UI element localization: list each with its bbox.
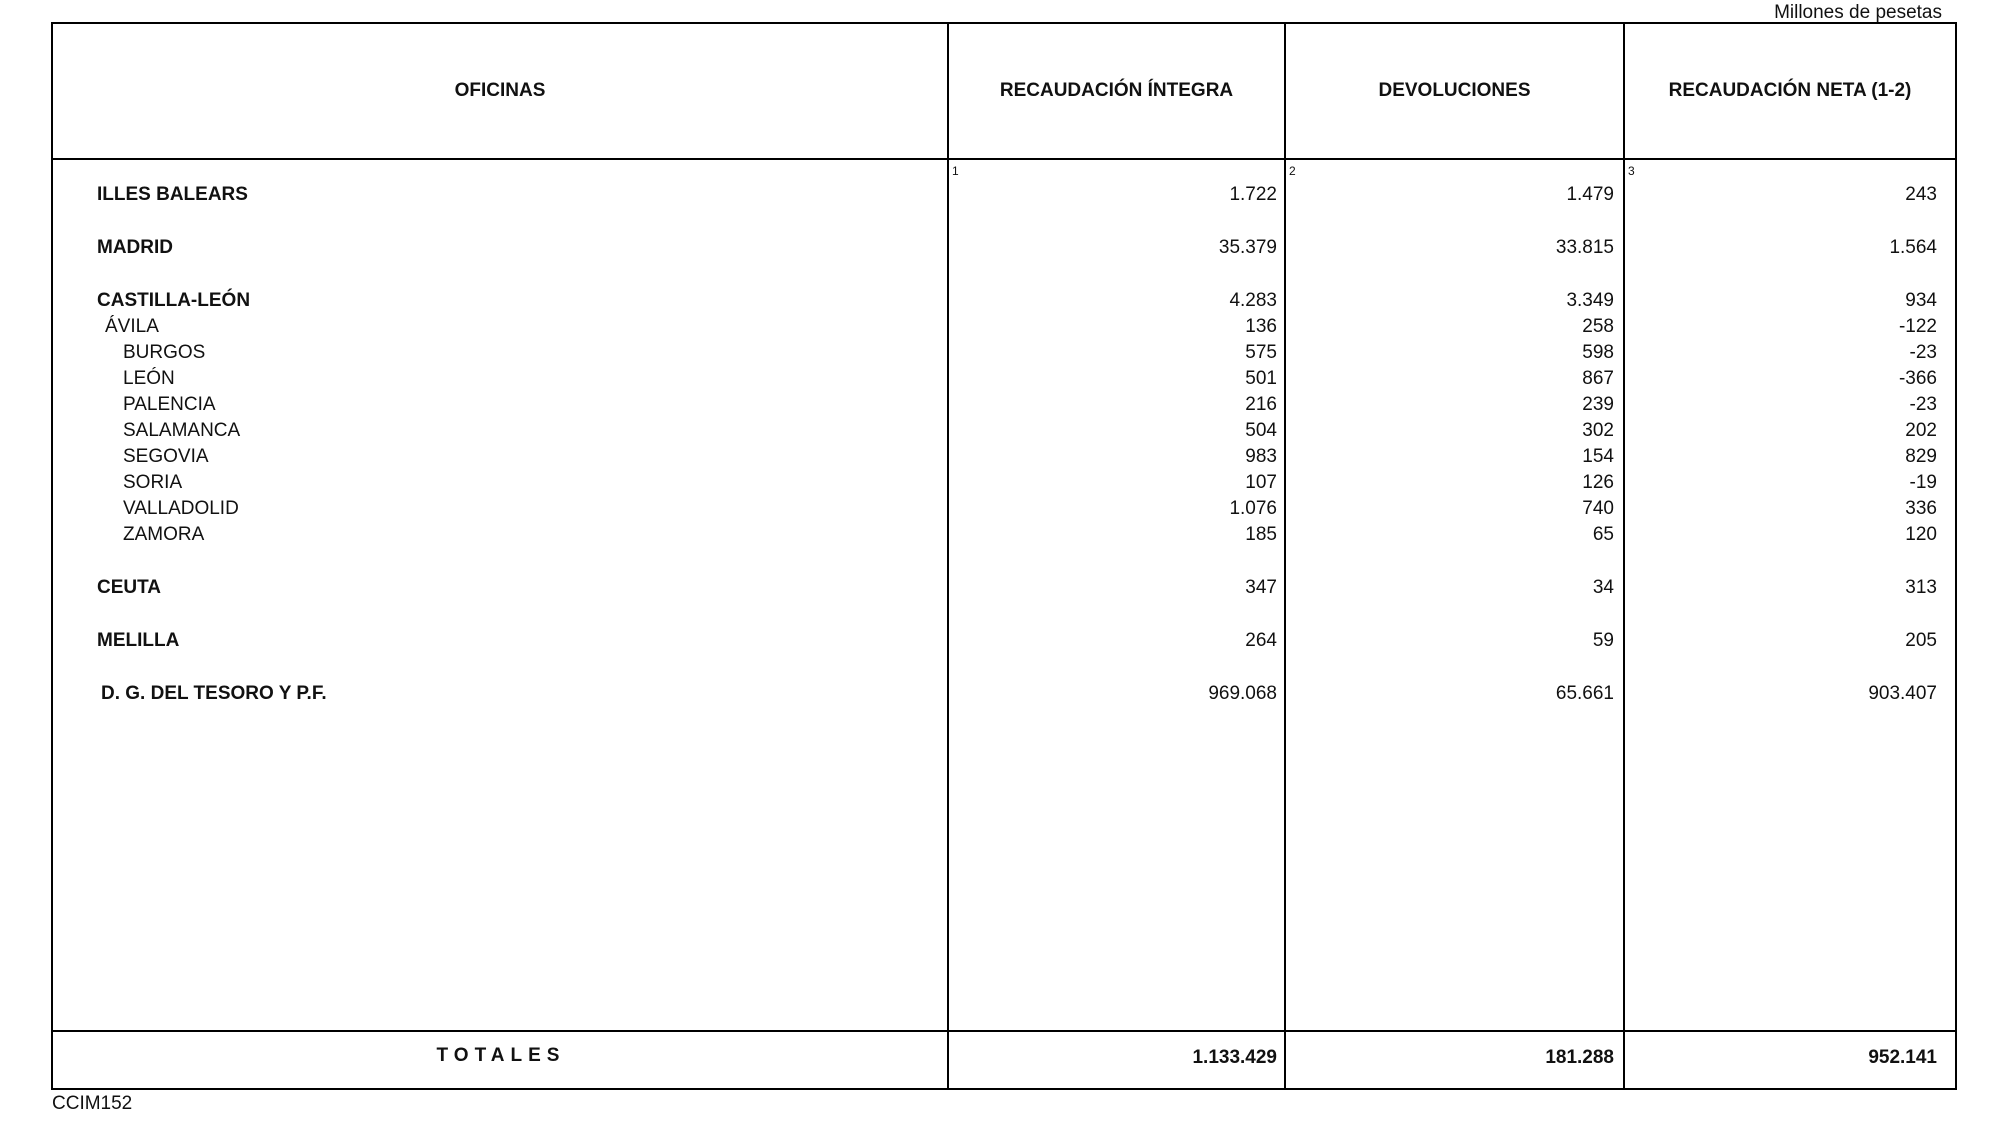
table-row [53,392,1955,418]
integra-value: 983 [1245,446,1277,467]
office-name: SEGOVIA [123,446,209,467]
table-row [53,340,1955,366]
table-row [53,470,1955,496]
integra-value: 264 [1245,630,1277,651]
table-row [53,522,1955,548]
devoluciones-value: 33.815 [1555,237,1614,258]
neta-value: -23 [1909,394,1937,415]
integra-value: 347 [1245,577,1277,598]
office-name: ILLES BALEARS [97,184,248,205]
office-name: MELILLA [97,630,180,651]
devoluciones-value: 154 [1582,446,1614,467]
devoluciones-value: 34 [1592,577,1614,598]
neta-value: 1.564 [1889,237,1937,258]
devoluciones-value: 65.661 [1555,683,1614,704]
header-divider [53,158,1955,160]
devoluciones-value: 239 [1582,394,1614,415]
column-number: 1 [952,164,959,178]
devoluciones-value: 302 [1582,420,1614,441]
column-number: 2 [1289,164,1296,178]
neta-value: 903.407 [1868,683,1937,704]
devoluciones-value: 598 [1582,342,1614,363]
devoluciones-value: 65 [1592,524,1614,545]
neta-value: 829 [1905,446,1937,467]
header-oficinas: OFICINAS [454,80,546,101]
office-name: D. G. DEL TESORO Y P.F. [101,683,327,704]
integra-value: 107 [1245,472,1277,493]
integra-value: 504 [1245,420,1277,441]
total-devoluciones: 181.288 [1545,1047,1614,1068]
table-row [53,314,1955,340]
neta-value: 205 [1905,630,1937,651]
devoluciones-value: 1.479 [1566,184,1614,205]
office-name: LEÓN [123,368,175,389]
revenue-table [51,22,1957,1090]
devoluciones-value: 867 [1582,368,1614,389]
office-name: SORIA [123,472,183,493]
neta-value: 934 [1905,290,1937,311]
neta-value: 313 [1905,577,1937,598]
devoluciones-value: 258 [1582,316,1614,337]
header-recaudacion-neta: RECAUDACIÓN NETA (1-2) [1668,80,1912,101]
office-name: CEUTA [97,577,162,598]
table-row [53,288,1955,314]
office-name: CASTILLA-LEÓN [97,290,251,311]
neta-value: -366 [1898,368,1937,389]
table-row [53,366,1955,392]
neta-value: -19 [1909,472,1937,493]
integra-value: 1.076 [1229,498,1277,519]
table-row [53,681,1955,707]
devoluciones-value: 59 [1592,630,1614,651]
table-row [53,628,1955,654]
office-name: ÁVILA [105,316,159,337]
devoluciones-value: 740 [1582,498,1614,519]
neta-value: 202 [1905,420,1937,441]
devoluciones-value: 3.349 [1566,290,1614,311]
totals-row [53,1030,1955,1086]
table-row [53,496,1955,522]
total-neta: 952.141 [1868,1047,1937,1068]
integra-value: 969.068 [1208,683,1277,704]
office-name: BURGOS [123,342,206,363]
table-row [53,418,1955,444]
integra-value: 575 [1245,342,1277,363]
table-row [53,235,1955,261]
integra-value: 35.379 [1218,237,1277,258]
header-devoluciones: DEVOLUCIONES [1378,80,1531,101]
neta-value: 243 [1905,184,1937,205]
office-name: PALENCIA [123,394,216,415]
integra-value: 185 [1245,524,1277,545]
office-name: VALLADOLID [123,498,239,519]
devoluciones-value: 126 [1582,472,1614,493]
neta-value: 120 [1905,524,1937,545]
header-recaudacion-integra: RECAUDACIÓN ÍNTEGRA [999,80,1234,101]
neta-value: 336 [1905,498,1937,519]
integra-value: 4.283 [1229,290,1277,311]
document-code: CCIM152 [52,1093,133,1114]
integra-value: 216 [1245,394,1277,415]
unit-note: Millones de pesetas [1774,2,1942,23]
totals-label: TOTALES [436,1045,566,1066]
integra-value: 136 [1245,316,1277,337]
office-name: ZAMORA [123,524,205,545]
office-name: MADRID [97,237,173,258]
column-number: 3 [1628,164,1635,178]
office-name: SALAMANCA [123,420,241,441]
table-row [53,575,1955,601]
integra-value: 1.722 [1229,184,1277,205]
table-row [53,444,1955,470]
integra-value: 501 [1245,368,1277,389]
table-row [53,182,1955,208]
neta-value: -122 [1898,316,1937,337]
neta-value: -23 [1909,342,1937,363]
total-integra: 1.133.429 [1192,1047,1277,1068]
